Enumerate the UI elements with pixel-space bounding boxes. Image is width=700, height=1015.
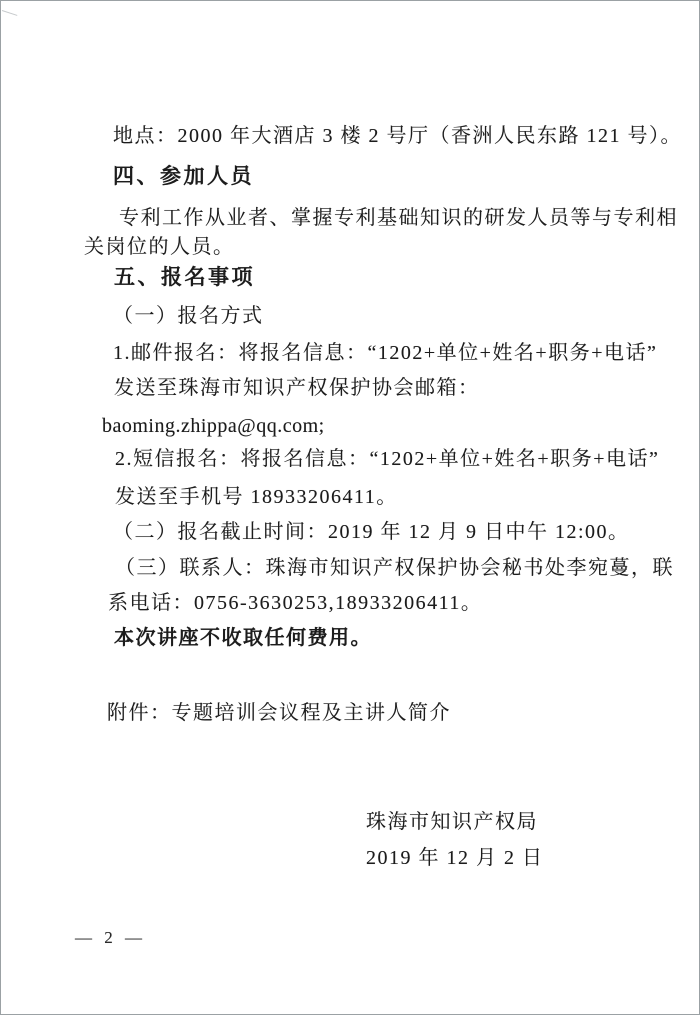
- attachment-line: 附件：专题培训会议程及主讲人简介: [107, 702, 451, 724]
- free-of-charge-line: 本次讲座不收取任何费用。: [114, 627, 372, 649]
- page-number: — 2 —: [75, 928, 146, 947]
- signature-date-line: 2019 年 12 月 2 日: [366, 847, 544, 869]
- section-5-heading: 五、报名事项: [114, 266, 255, 289]
- deadline-line: （二）报名截止时间：2019 年 12 月 9 日中午 12:00。: [113, 521, 630, 543]
- email-address-line: baoming.zhippa@qq.com;: [102, 415, 325, 437]
- email-registration-line-2: 发送至珠海市知识产权保护协会邮箱：: [114, 377, 480, 399]
- signature-org-line: 珠海市知识产权局: [366, 811, 538, 833]
- venue-line: 地点：2000 年大酒店 3 楼 2 号厅（香洲人民东路 121 号）。: [113, 125, 682, 147]
- sms-registration-line-2: 发送至手机号 18933206411。: [115, 486, 398, 508]
- contact-line-2: 系电话：0756-3630253,18933206411。: [108, 592, 483, 614]
- section-4-heading: 四、参加人员: [113, 165, 254, 188]
- contact-line-1: （三）联系人：珠海市知识产权保护协会秘书处李宛蔓，联: [115, 557, 674, 579]
- sms-registration-line-1: 2.短信报名：将报名信息：“1202+单位+姓名+职务+电话”: [115, 448, 660, 470]
- participants-line-2: 关岗位的人员。: [84, 236, 235, 258]
- scan-corner-artifact: [2, 10, 18, 16]
- registration-method-subheading: （一）报名方式: [113, 305, 264, 327]
- email-registration-line-1: 1.邮件报名：将报名信息：“1202+单位+姓名+职务+电话”: [113, 342, 658, 364]
- participants-line-1: 专利工作从业者、掌握专利基础知识的研发人员等与专利相: [119, 207, 678, 229]
